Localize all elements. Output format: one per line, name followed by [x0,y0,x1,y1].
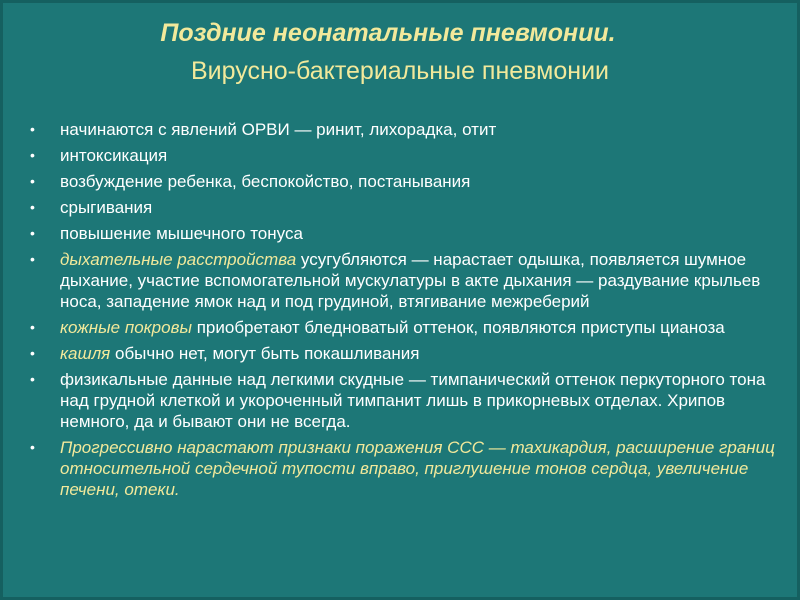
bullet-dot-icon: • [30,147,35,163]
bullet-text: срыгивания [60,198,153,217]
bullet-emphasis: дыхательные расстройства [60,250,297,269]
bullet-item [30,119,786,140]
bullet-item [30,171,786,192]
bullet-dot-icon: • [30,319,35,335]
bullet-dot-icon: • [30,121,35,137]
bullet-text: обычно нет, могут быть покашливания [110,344,420,363]
bullet-item [30,249,786,312]
bullet-dot-icon: • [30,199,35,215]
bullet-item [30,369,786,432]
bullet-text: физикальные данные над легкими скудные — тимпанический оттенок перкуторного тона над грудной клеткой и укороченный тимпанит лишь в прикорневых отделах. Хрипов немного, да и бывают они не всегда. [60,370,766,431]
bullet-text: приобретают бледноватый оттенок, появляются приступы цианоза [191,318,725,337]
bullet-text: начинаются с явлений ОРВИ — ринит, лихорадка, отит [60,120,497,139]
bullet-item [30,223,786,244]
bullet-item [30,197,786,218]
bullet-dot-icon: • [30,251,35,267]
bullet-item [30,437,786,500]
bullet-text: интоксикация [60,146,168,165]
bullet-item [30,317,786,338]
slide-subtitle: Вирусно-бактериальные пневмонии [190,57,610,85]
bullet-item [30,145,786,166]
bullet-text: Прогрессивно нарастают признаки поражения ССС — тахикардия, расширение границ относительной сердечной тупости вправо, приглушение тонов сердца, увеличение печени, отеки. [60,438,775,499]
slide-title: Поздние неонатальные пневмонии. [160,19,616,47]
bullet-text: повышение мышечного тонуса [60,224,303,243]
bullet-emphasis: кожные покровы [60,318,192,337]
bullet-text: возбуждение ребенка, беспокойство, постанывания [60,172,471,191]
bullet-dot-icon: • [30,371,35,387]
bullet-text: усугубляются — нарастает одышка, появляется шумное дыхание, участие вспомогательной мускулатуры в акте дыхания — раздувание крыльев носа, западение ямок над и под грудиной, втягивание межреберий [60,250,761,311]
bullet-dot-icon: • [30,439,35,455]
title-block [0,14,800,90]
bullet-emphasis: кашля [60,344,111,363]
bullet-item [30,343,786,364]
bullet-list [30,119,786,505]
bullet-dot-icon: • [30,173,35,189]
bullet-dot-icon: • [30,345,35,361]
bullet-dot-icon: • [30,225,35,241]
